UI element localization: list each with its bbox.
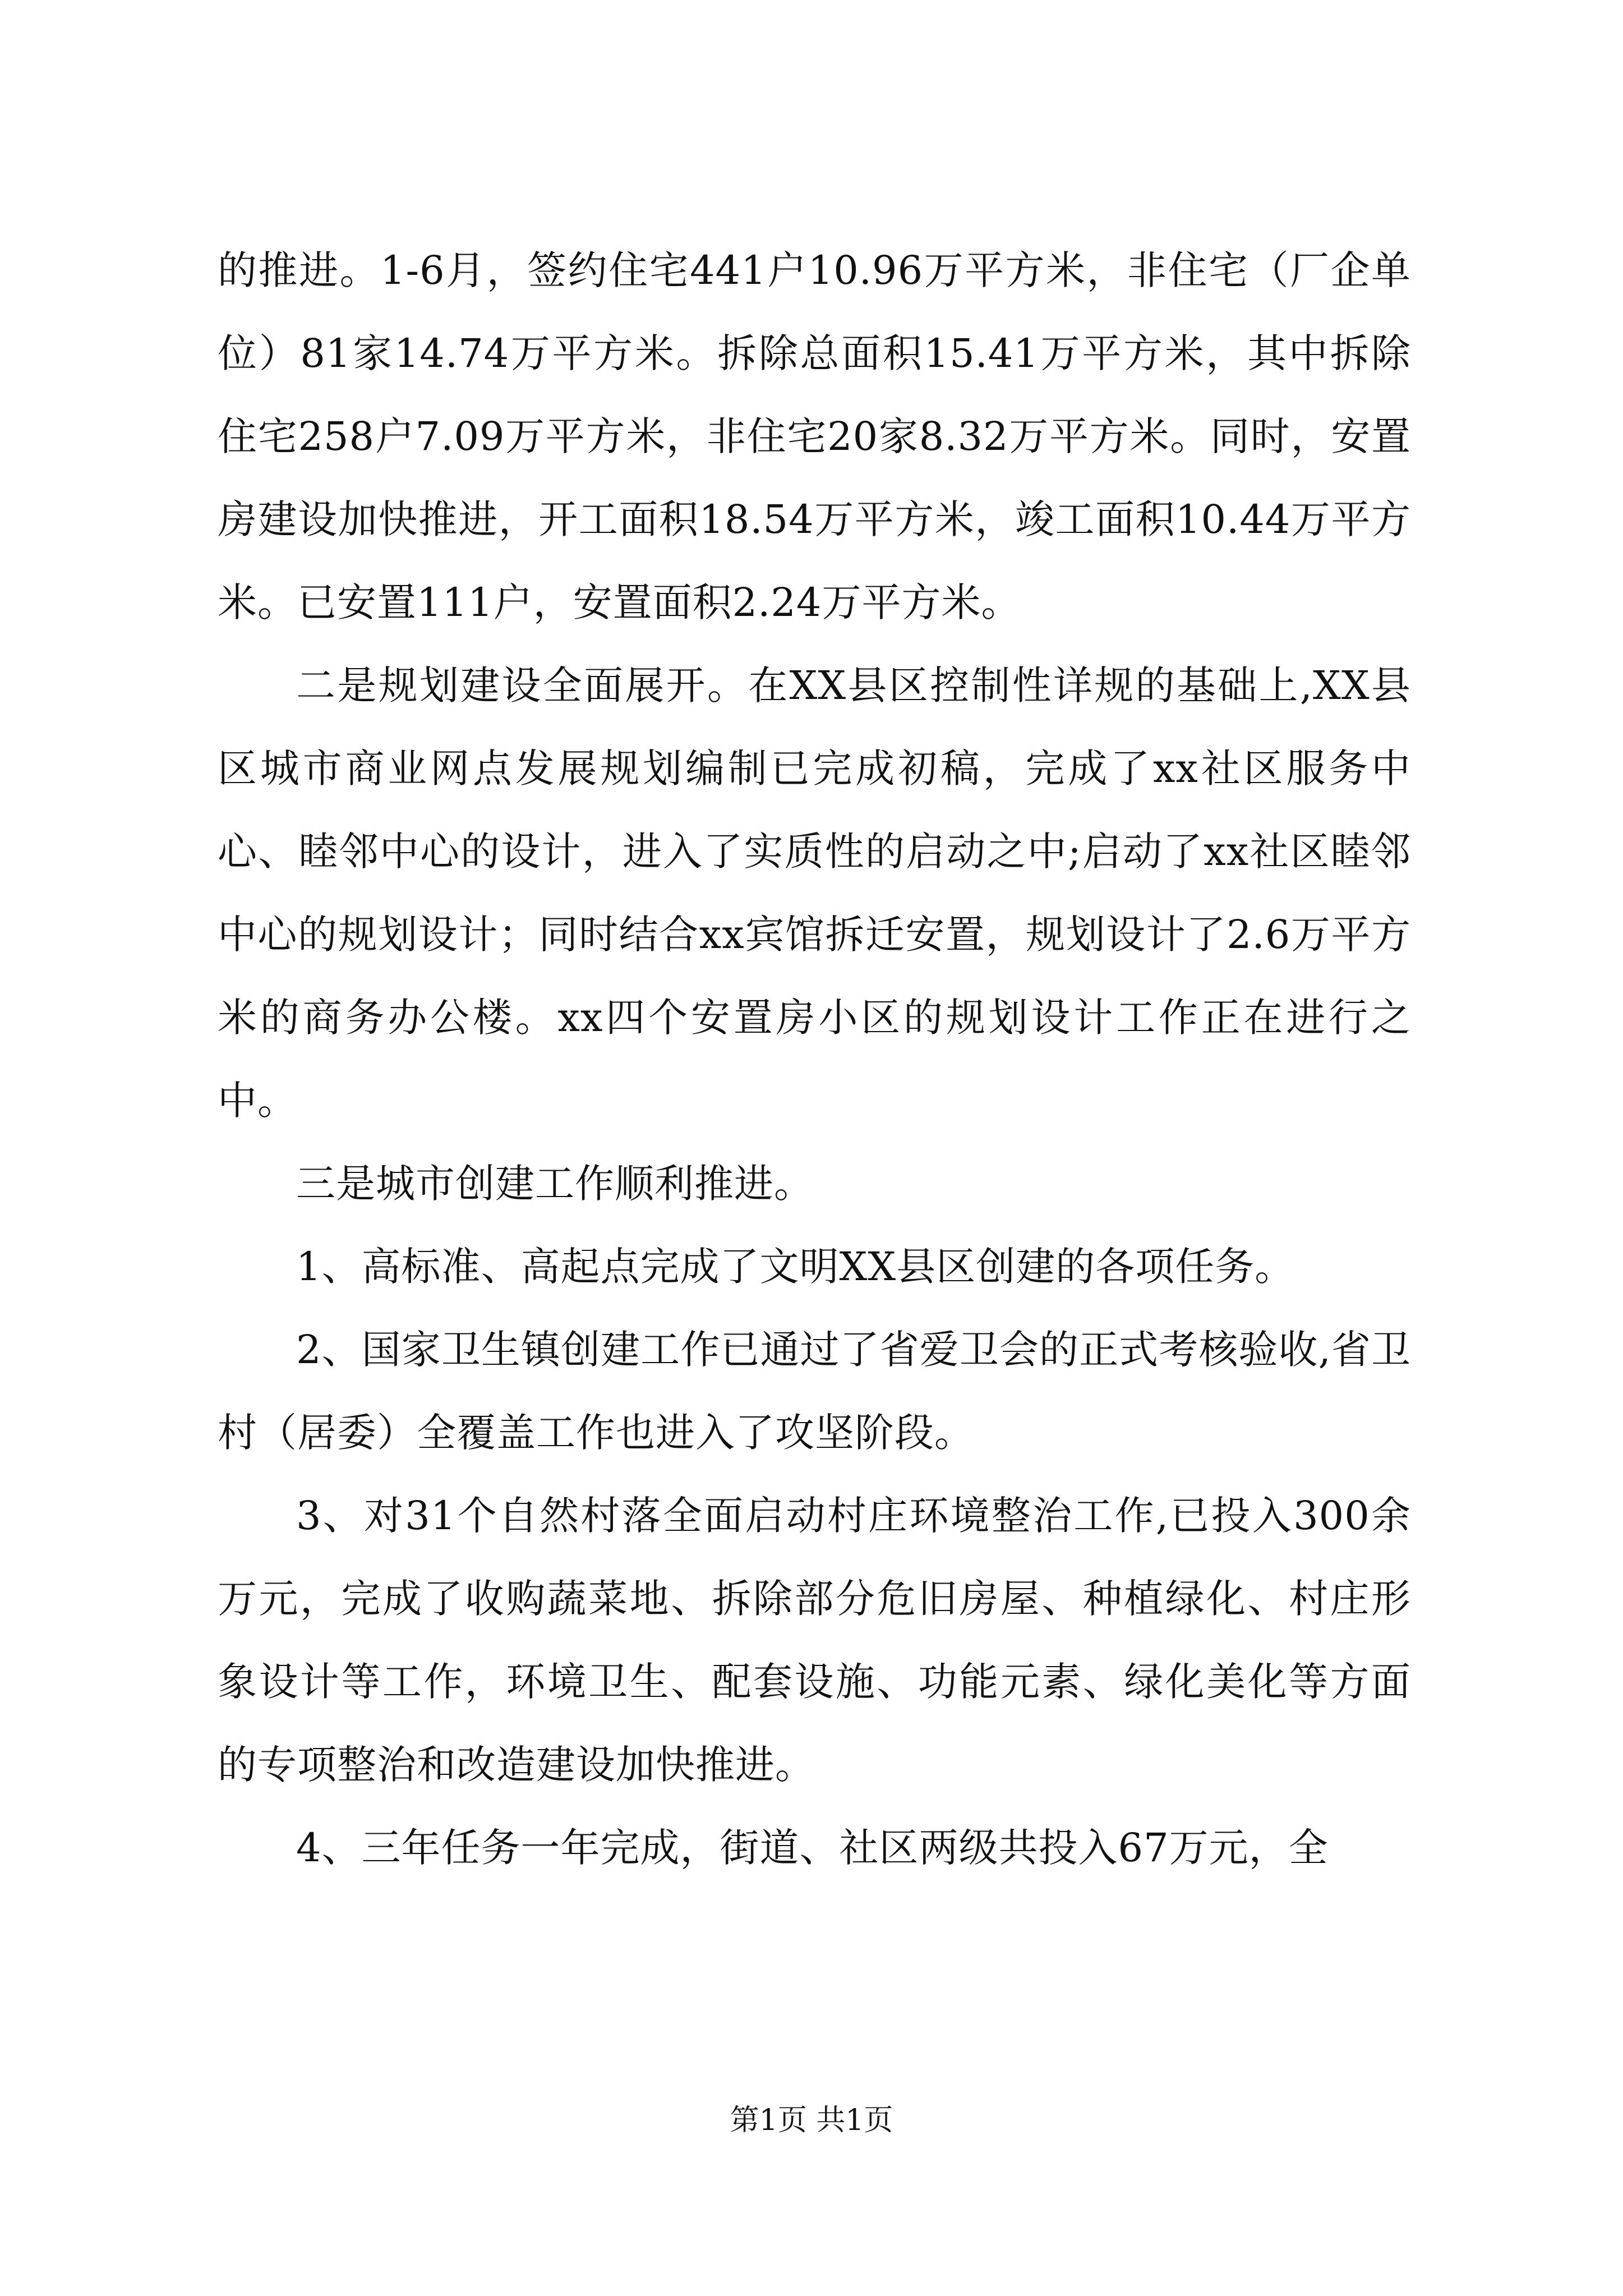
paragraph-7: 4、三年任务一年完成，街道、社区两级共投入67万元，全 (296, 1825, 1329, 1871)
page-number-label: 第1页 共1页 (730, 2104, 893, 2137)
paragraph-3: 三是城市创建工作顺利推进。 (296, 1161, 814, 1207)
paragraph-1: 的推进。1-6月，签约住宅441户10.96万平方米，非住宅（厂企单位）81家14.74万平方米。拆除总面积15.41万平方米，其中拆除住宅258户7.09万平方米，非住宅20家8.32万平方米。同时，安置房建设加快推进，开工面积18.54万平方米，竣工面积10.44万平方米。已安置111户，安置面积2.24万平方米。 (218, 247, 1411, 625)
paragraph-6: 3、对31个自然村落全面启动村庄环境整治工作,已投入300余万元，完成了收购蔬菜地、拆除部分危旧房屋、种植绿化、村庄形象设计等工作，环境卫生、配套设施、功能元素、绿化美化等方面的专项整治和改造建设加快推进。 (218, 1493, 1411, 1788)
paragraph-2: 二是规划建设全面展开。在XX县区控制性详规的基础上,XX县区城市商业网点发展规划编制已完成初稿，完成了xx社区服务中心、睦邻中心的设计，进入了实质性的启动之中;启动了xx社区睦邻中心的规划设计；同时结合xx宾馆拆迁安置，规划设计了2.6万平方米的商务办公楼。xx四个安置房小区的规划设计工作正在进行之中。 (218, 662, 1411, 1124)
document-body (218, 229, 1411, 1889)
page-footer (0, 2101, 1623, 2140)
paragraph-4: 1、高标准、高起点完成了文明XX县区创建的各项任务。 (296, 1244, 1295, 1290)
paragraph-5: 2、国家卫生镇创建工作已通过了省爱卫会的正式考核验收,省卫村（居委）全覆盖工作也进入了攻坚阶段。 (218, 1327, 1411, 1456)
